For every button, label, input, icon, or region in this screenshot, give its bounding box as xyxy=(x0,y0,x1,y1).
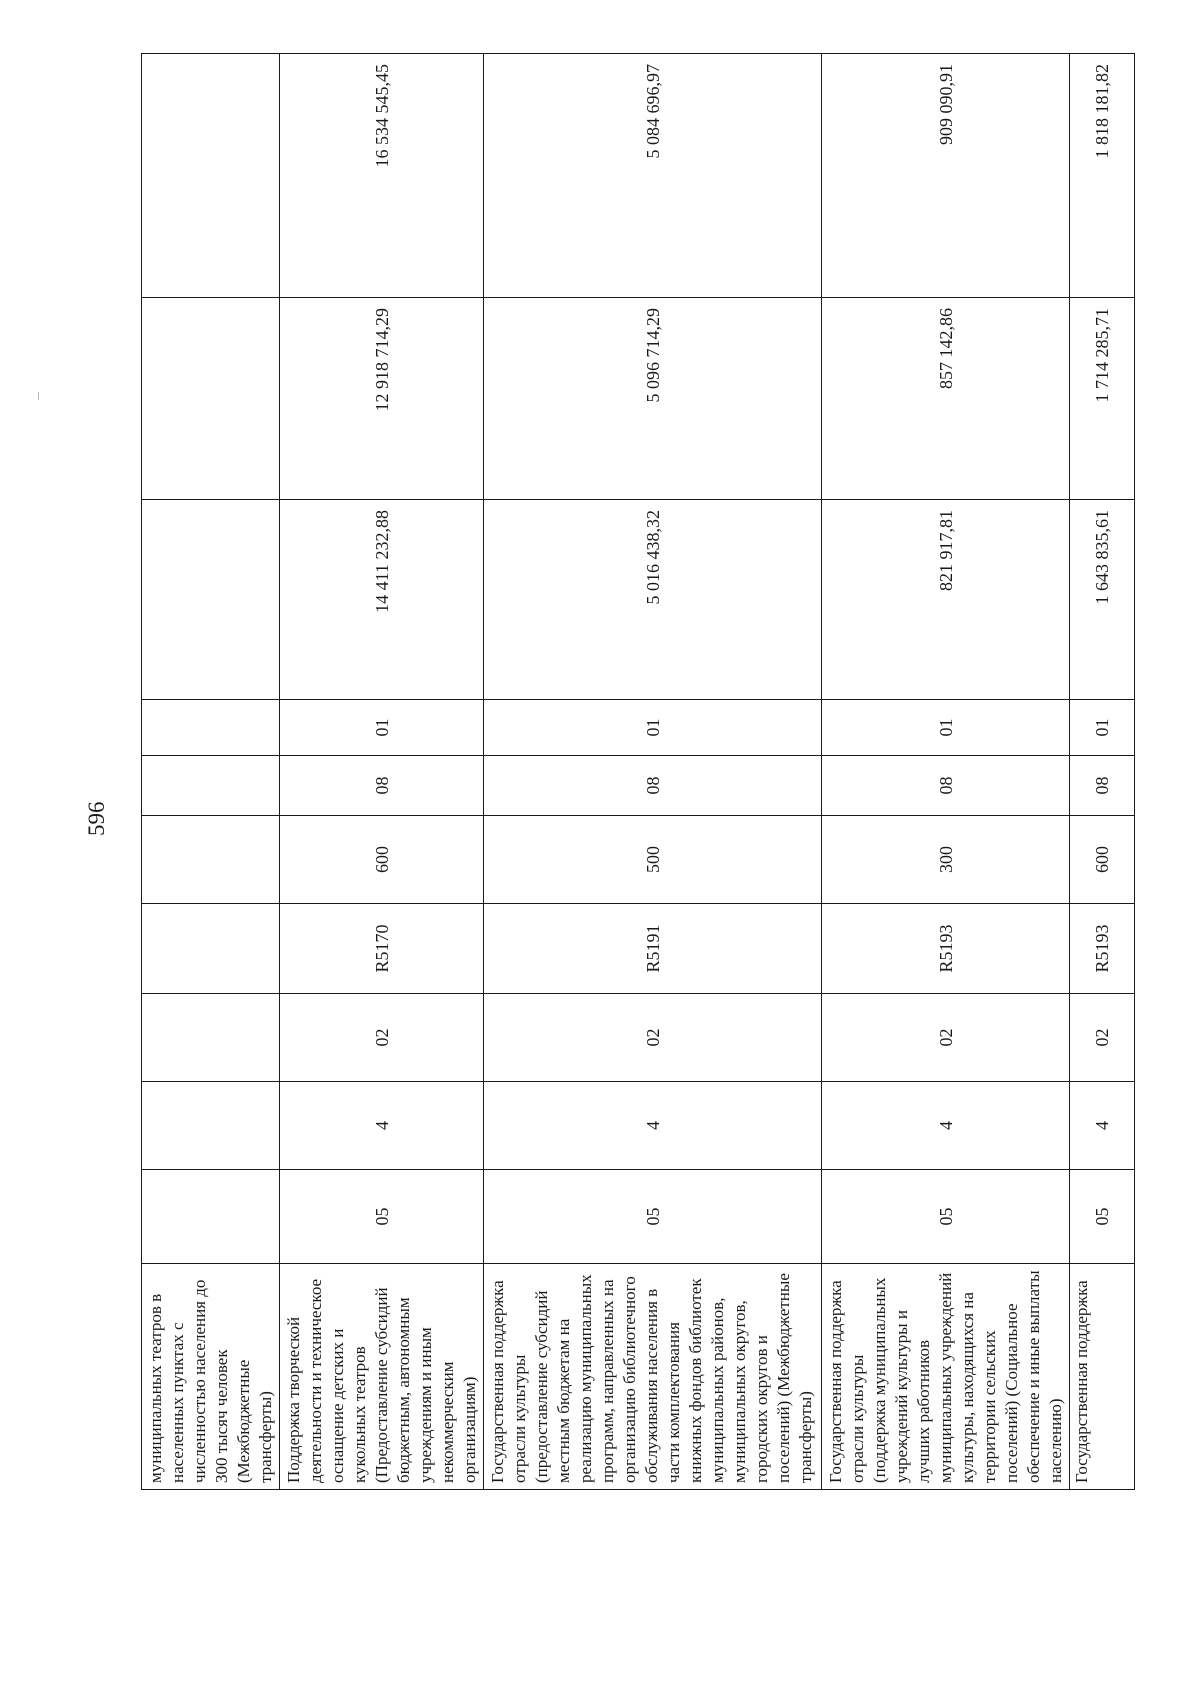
code-subchapter: 01 xyxy=(822,700,1070,756)
table-row xyxy=(1070,54,1135,1490)
code-chapter xyxy=(142,756,280,816)
row-description: Государственная поддержка отрасли культуры (предоставление субсидий местным бюджетам на реализацию муниципальных программ, направленных на организацию библиотечного обслуживания населения в части комплектования книжных фондов библиотек муниципальных районов, муниципальных округов, городских округов и поселений) (Межбюджетные трансферты) xyxy=(484,1264,822,1490)
code-subchapter xyxy=(142,700,280,756)
budget-table xyxy=(141,53,1135,1490)
page-number: 596 xyxy=(84,801,109,836)
code-target: R5191 xyxy=(484,904,822,994)
amount-year-1: 5 016 438,32 xyxy=(484,500,822,700)
code-expense-type: 500 xyxy=(484,816,822,904)
amount-year-3 xyxy=(142,54,280,298)
code-target xyxy=(142,904,280,994)
code-section xyxy=(142,1170,280,1264)
code-chapter: 08 xyxy=(822,756,1070,816)
code-target: R5193 xyxy=(822,904,1070,994)
amount-year-2: 12 918 714,29 xyxy=(280,298,484,500)
amount-year-3: 1 818 181,82 xyxy=(1070,54,1135,298)
code-subprogram: 02 xyxy=(1070,994,1135,1082)
code-subchapter: 01 xyxy=(484,700,822,756)
budget-table-rotated xyxy=(141,54,1112,1490)
amount-year-2: 5 096 714,29 xyxy=(484,298,822,500)
code-expense-type: 600 xyxy=(1070,816,1135,904)
row-description: Поддержка творческой деятельности и техническое оснащение детских и кукольных театров (Предоставление субсидий бюджетным, автономным учреждениям и иным некоммерческим организациям) xyxy=(280,1264,484,1490)
code-program: 4 xyxy=(822,1082,1070,1170)
amount-year-3: 16 534 545,45 xyxy=(280,54,484,298)
code-program: 4 xyxy=(280,1082,484,1170)
amount-year-1: 1 643 835,61 xyxy=(1070,500,1135,700)
code-section: 05 xyxy=(822,1170,1070,1264)
row-description: Государственная поддержка отрасли культуры (поддержка муниципальных учреждений культуры и лучших работников муниципальных учреждений культуры, находящихся на территории сельских поселений) (Социальное обеспечение и иные выплаты населению) xyxy=(822,1264,1070,1490)
amount-year-1: 14 411 232,88 xyxy=(280,500,484,700)
code-chapter: 08 xyxy=(484,756,822,816)
scan-mark xyxy=(38,392,39,400)
code-subchapter: 01 xyxy=(280,700,484,756)
amount-year-3: 909 090,91 xyxy=(822,54,1070,298)
code-subprogram: 02 xyxy=(280,994,484,1082)
table-row xyxy=(822,54,1070,1490)
code-expense-type: 300 xyxy=(822,816,1070,904)
table-row xyxy=(142,54,280,1490)
code-section: 05 xyxy=(280,1170,484,1264)
code-subprogram xyxy=(142,994,280,1082)
amount-year-1: 821 917,81 xyxy=(822,500,1070,700)
code-target: R5170 xyxy=(280,904,484,994)
code-chapter: 08 xyxy=(280,756,484,816)
amount-year-2 xyxy=(142,298,280,500)
code-expense-type xyxy=(142,816,280,904)
row-description: Государственная поддержка xyxy=(1070,1264,1135,1490)
code-section: 05 xyxy=(1070,1170,1135,1264)
code-target: R5193 xyxy=(1070,904,1135,994)
amount-year-3: 5 084 696,97 xyxy=(484,54,822,298)
amount-year-2: 1 714 285,71 xyxy=(1070,298,1135,500)
code-program: 4 xyxy=(1070,1082,1135,1170)
code-program xyxy=(142,1082,280,1170)
code-expense-type: 600 xyxy=(280,816,484,904)
code-program: 4 xyxy=(484,1082,822,1170)
table-row xyxy=(484,54,822,1490)
code-section: 05 xyxy=(484,1170,822,1264)
code-subprogram: 02 xyxy=(822,994,1070,1082)
code-subchapter: 01 xyxy=(1070,700,1135,756)
amount-year-1 xyxy=(142,500,280,700)
row-description: муниципальных театров в населенных пунктах с численностью населения до 300 тысяч человек (Межбюджетные трансферты) xyxy=(142,1264,280,1490)
code-chapter: 08 xyxy=(1070,756,1135,816)
amount-year-2: 857 142,86 xyxy=(822,298,1070,500)
code-subprogram: 02 xyxy=(484,994,822,1082)
table-row xyxy=(280,54,484,1490)
